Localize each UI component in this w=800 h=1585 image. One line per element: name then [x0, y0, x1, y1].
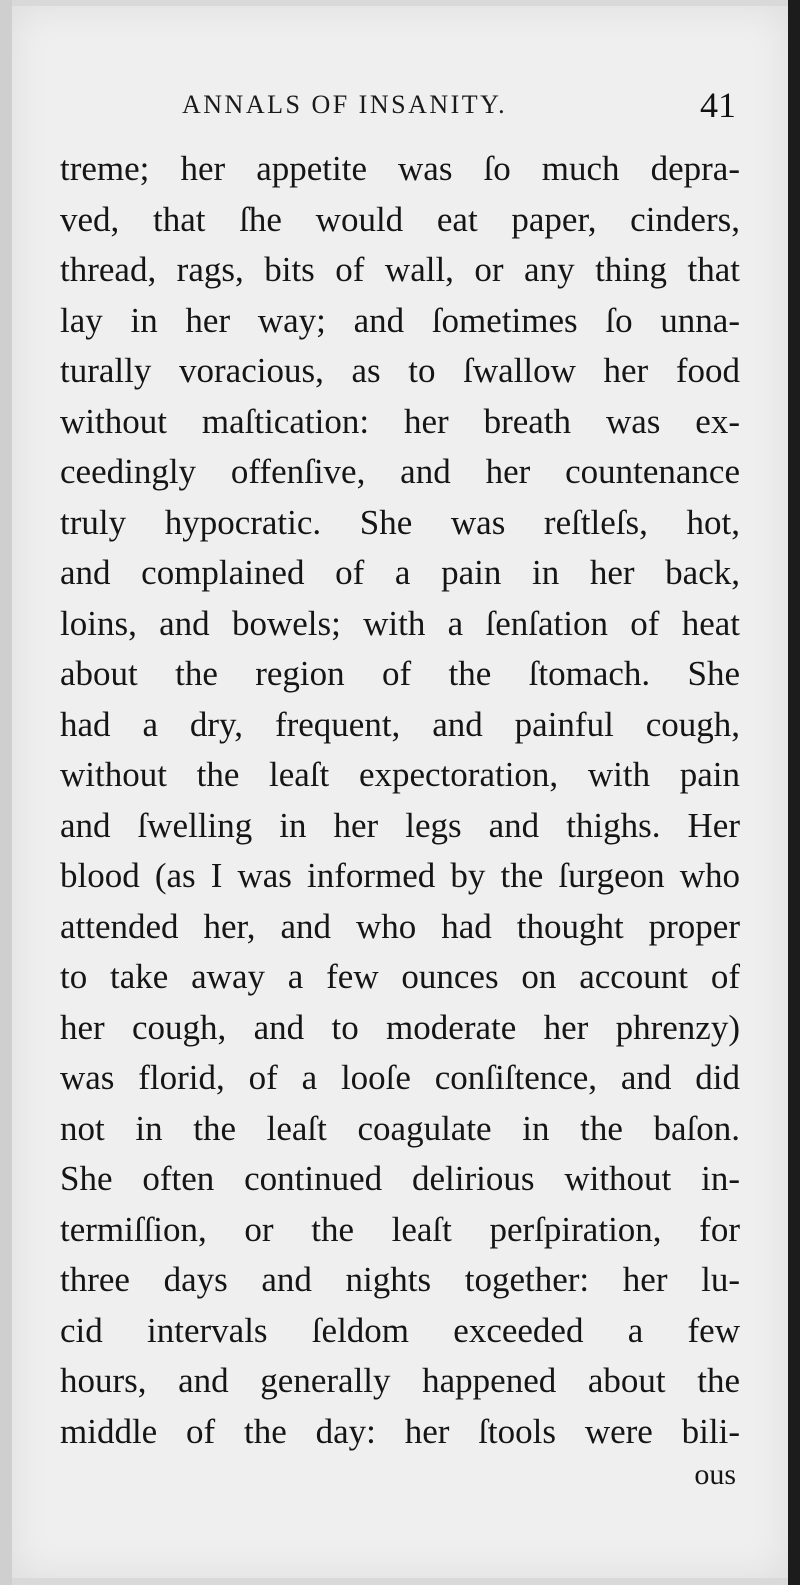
catchword: ous [694, 1458, 736, 1491]
text-line: and ſwelling in her legs and thighs. Her [60, 805, 740, 845]
text-line: without the leaſt expectoration, with pain [60, 755, 740, 794]
text-line: termiſſion, or the leaſt perſpiration, for [60, 1209, 740, 1249]
text-line: treme; her appetite was ſo much depra- [60, 149, 740, 188]
text-line: without maſtication: her breath was ex- [60, 401, 740, 441]
text-line: turally voracious, as to ſwallow her food [60, 351, 740, 390]
text-line: truly hypocratic. She was reſtleſs, hot, [60, 502, 740, 542]
text-line: middle of the day: her ſtools were bili- [60, 1411, 740, 1451]
text-line: loins, and bowels; with a ſenſation of heat [60, 603, 740, 643]
text-line: about the region of the ſtomach. She [60, 654, 740, 693]
text-line: her cough, and to moderate her phrenzy) [60, 1007, 740, 1047]
text-line: attended her, and who had thought proper [60, 906, 740, 946]
page-right-edge [788, 0, 800, 1585]
text-line: thread, rags, bits of wall, or any thing that [60, 250, 740, 289]
text-line: had a dry, frequent, and painful cough, [60, 704, 740, 744]
text-line: to take away a few ounces on account of [60, 957, 740, 996]
body-text [60, 144, 740, 1457]
text-line: cid intervals ſeldom exceeded a few [60, 1310, 740, 1350]
text-line: She often continued delirious without in- [60, 1159, 740, 1198]
text-line: not in the leaſt coagulate in the baſon. [60, 1108, 740, 1148]
text-line: was florid, of a looſe conſiſtence, and did [60, 1058, 740, 1097]
text-line: and complained of a pain in her back, [60, 553, 740, 592]
book-page [12, 6, 788, 1578]
text-line: three days and nights together: her lu- [60, 1260, 740, 1299]
text-line: ved, that ſhe would eat paper, cinders, [60, 199, 740, 239]
running-head: ANNALS OF INSANITY. [182, 90, 508, 119]
text-line: ceedingly offenſive, and her countenance [60, 452, 740, 491]
page-left-margin [0, 0, 12, 1585]
page-number: 41 [700, 85, 736, 125]
text-line: lay in her way; and ſometimes ſo unna- [60, 300, 740, 340]
text-line: hours, and generally happened about the [60, 1361, 740, 1400]
text-line: blood (as I was informed by the ſurgeon who [60, 856, 740, 895]
